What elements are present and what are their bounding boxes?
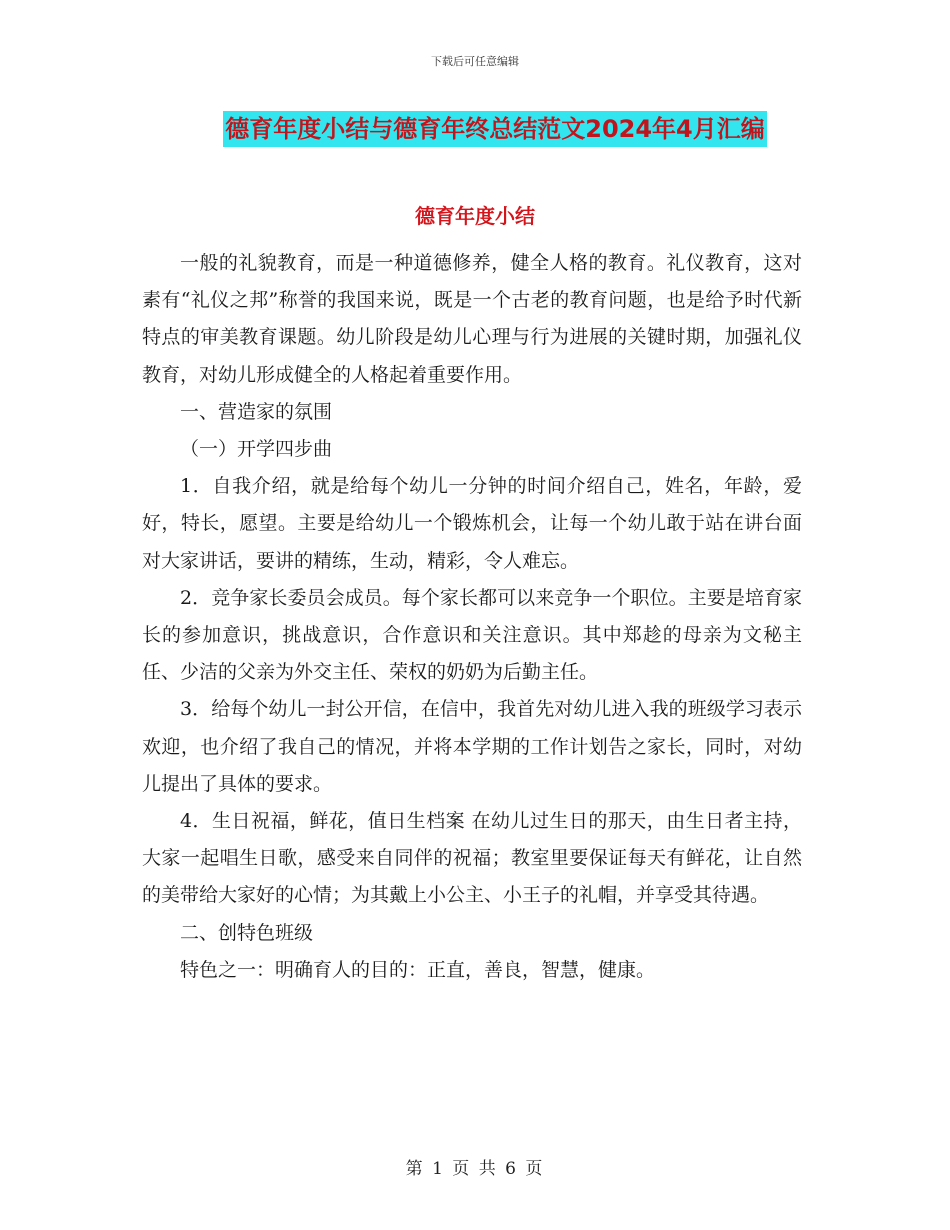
section-title: 德育年度小结 (415, 204, 535, 228)
paragraph: 4．生日祝福，鲜花，值日生档案 在幼儿过生日的那天，由生日者主持，大家一起唱生日歌，感受来自同伴的祝福；教室里要保证每天有鲜花，让自然的美带给大家好的心情；为其戴上小公主、小王子的礼帽，并享受其待遇。 (142, 810, 802, 907)
document-title: 德育年度小结与德育年终总结范文2024年4月汇编 (223, 111, 767, 147)
header-note: 下载后可任意编辑 (431, 55, 519, 68)
heading-level-1: 二、创特色班级 (180, 921, 314, 944)
paragraph: 特色之一：明确育人的目的：正直，善良，智慧，健康。 (180, 958, 656, 981)
document-body (142, 245, 802, 989)
paragraph: 3．给每个幼儿一封公开信，在信中，我首先对幼儿进入我的班级学习表示欢迎，也介绍了我自己的情况，并将本学期的工作计划告之家长，同时，对幼儿提出了具体的要求。 (142, 698, 802, 795)
document-title-wrap (0, 111, 950, 147)
heading-level-2: （一）开学四步曲 (180, 438, 333, 461)
heading-level-1: 一、营造家的氛围 (180, 400, 333, 423)
paragraph: 一般的礼貌教育，而是一种道德修养，健全人格的教育。礼仪教育，这对素有“礼仪之邦”称誉的我国来说，既是一个古老的教育问题，也是给予时代新特点的审美教育课题。幼儿阶段是幼儿心理与行为进展的关键时期，加强礼仪教育，对幼儿形成健全的人格起着重要作用。 (142, 252, 802, 386)
page-number: 第 1 页 共 6 页 (405, 1159, 545, 1179)
paragraph: 1．自我介绍，就是给每个幼儿一分钟的时间介绍自己，姓名，年龄，爱好，特长，愿望。主要是给幼儿一个锻炼机会，让每一个幼儿敢于站在讲台面对大家讲话，要讲的精练，生动，精彩，令人难忘。 (142, 475, 802, 572)
paragraph: 2．竞争家长委员会成员。每个家长都可以来竞争一个职位。主要是培育家长的参加意识，挑战意识，合作意识和关注意识。其中郑趁的母亲为文秘主任、少洁的父亲为外交主任、荣权的奶奶为后勤主任。 (142, 586, 802, 684)
